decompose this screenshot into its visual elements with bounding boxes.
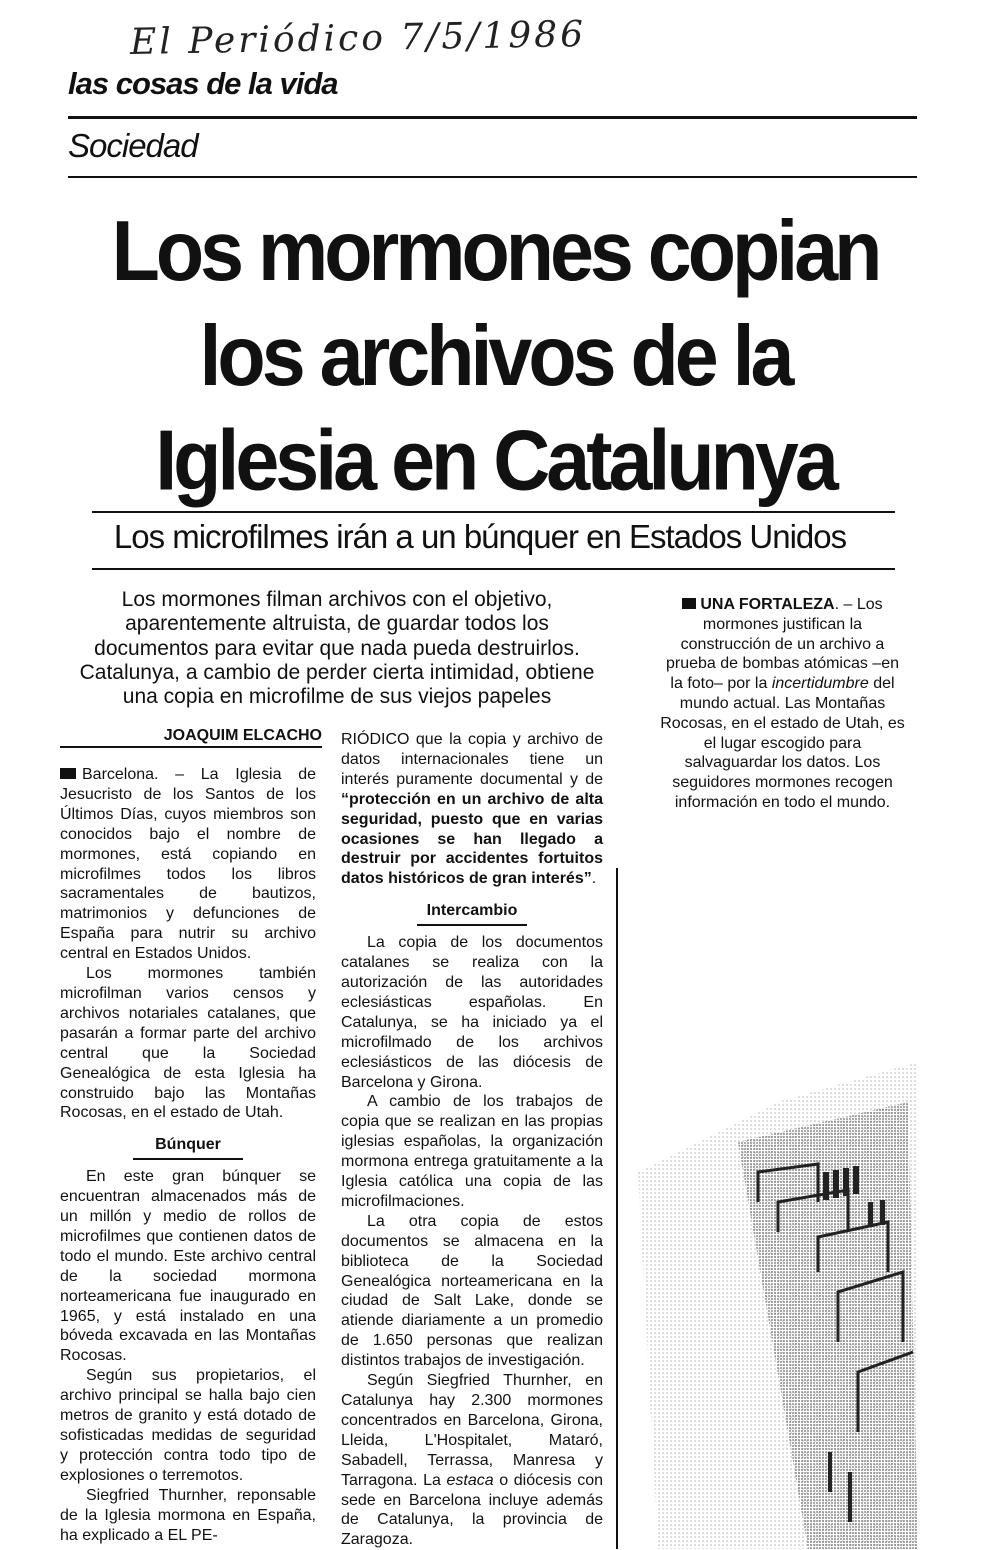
col2-paragraph: RIÓDICO que la copia y archivo de datos internacionales tiene un interés puramente documental y de “protección en un archivo de alta seguridad, puesto que en varias ocasiones se han llegado a destruir por accidentes fortuitos datos históricos de gran interés”.	[341, 731, 603, 888]
headline-line-2: los archivos de la	[199, 307, 791, 404]
article-column-2	[341, 730, 603, 1550]
subsection-rule	[68, 176, 917, 178]
article-column-1	[60, 765, 316, 1545]
subhead-bunquer: Búnquer	[60, 1135, 316, 1155]
col2-paragraph: Según Siegfried Thurnher, en Catalunya hay 2.300 mormones concentrados en Barcelona, Girona, Lleida, L'Hospitalet, Mataró, Sabadell, Terrassa, Manresa y Tarragona. La estaca o diócesis con sede en Barcelona incluye además de Catalunya, la provincia de Zaragoza.	[341, 1372, 603, 1549]
col1-paragraph: Siegfried Thurnher, reponsable de la Iglesia mormona en España, ha explicado a EL PE-	[60, 1486, 316, 1544]
col1-paragraph: Los mormones también microfilman varios censos y archivos notariales catalanes, que pasarán a formar parte del archivo central que la Sociedad Genealógica de esta Iglesia ha construido bajo las Montañas Rocosas, en el estado de Utah.	[60, 965, 316, 1122]
section-title: las cosas de la vida	[68, 66, 338, 101]
bunker-photo-image	[618, 872, 918, 1549]
headline	[80, 198, 910, 512]
deck-rule-top	[92, 511, 895, 513]
bunker-photo	[618, 872, 918, 1549]
section-rule	[68, 116, 917, 119]
col1-paragraph: En este gran búnquer se encuentran almacenados más de un millón y medio de rollos de microfilmes que contienen datos de todo el mundo. Este archivo central de la sociedad mormona norteamericana fue inaugurado en 1965, y está instalado en una bóveda excavada en las Montañas Rocosas.	[60, 1168, 316, 1365]
col2-paragraph: La copia de los documentos catalanes se realiza con la autorización de las autoridades eclesiásticas españolas. En Catalunya, se ha iniciado ya el microfilmado de los archivos eclesiásticos de las diócesis de Barcelona y Girona.	[341, 934, 603, 1091]
quote-emphasis: “protección en un archivo de alta seguridad, puesto que en varias ocasiones se han llegado a destruir por accidentes fortuitos datos históricos de gran interés”	[341, 790, 603, 888]
lead-line-5: una copia en microfilme de sus viejos papeles	[122, 685, 552, 709]
photo-caption: UNA FORTALEZA. – Los mormones justifican la construcción de un archivo a prueba de bombas atómicas –en la foto– por la incertidumbre del mundo actual. Las Montañas Rocosas, en el estado de Utah, es el lugar escogido para salvaguardar los datos. Los seguidores mormones recogen información en todo el mundo.	[660, 596, 905, 811]
col1-paragraph: Según sus propietarios, el archivo principal se halla bajo cien metros de granito y está dotado de sofisticadas medidas de seguridad y protección contra todo tipo de explosiones o terremotos.	[60, 1367, 316, 1484]
paragraph-bullet-icon	[60, 768, 76, 779]
byline: JOAQUIM ELCACHO	[163, 727, 322, 744]
col2-paragraph: La otra copia de estos documentos se almacena en la biblioteca de la Sociedad Genealógica norteamericana en la ciudad de Salt Lake, donde se atiende diariamente a un promedio de 1.650 personas que realizan distintos trabajos de investigación.	[341, 1212, 603, 1370]
col2-paragraph: A cambio de los trabajos de copia que se realizan en las propias iglesias españolas, la organización mormona entrega gratuitamente a la Iglesia católica una copia de las microfilmaciones.	[341, 1093, 603, 1210]
headline-line-1: Los mormones copian	[111, 202, 879, 299]
lead-paragraph	[62, 588, 612, 709]
lead-line-3: documentos para evitar que nada pueda destruirlos.	[94, 636, 580, 660]
deck: Los microfilmes irán a un búnquer en Estados Unidos	[113, 518, 847, 555]
col1-paragraph: Barcelona. – La Iglesia de Jesucristo de los Santos de los Últimos Días, cuyos miembros son conocidos bajo el nombre de mormones, está copiando en microfilmes todos los libros sacramentales de bautizos, matrimonios y defunciones de España para nutrir su archivo central en Estados Unidos.	[60, 766, 316, 963]
subsection-title: Sociedad	[68, 127, 198, 164]
caption-bullet-icon	[682, 598, 696, 609]
handwritten-source-note: El Periódico 7/5/1986	[129, 14, 587, 63]
lead-line-1: Los mormones filman archivos con el objetivo,	[121, 588, 553, 611]
lead-line-2: aparentemente altruista, de guardar todos los	[125, 612, 549, 636]
subhead-intercambio: Intercambio	[341, 901, 603, 921]
deck-rule-bottom	[92, 568, 895, 570]
byline-rule	[60, 746, 322, 748]
lead-line-4: Catalunya, a cambio de perder cierta intimidad, obtiene	[79, 660, 595, 684]
headline-line-3: Iglesia en Catalunya	[155, 411, 835, 508]
